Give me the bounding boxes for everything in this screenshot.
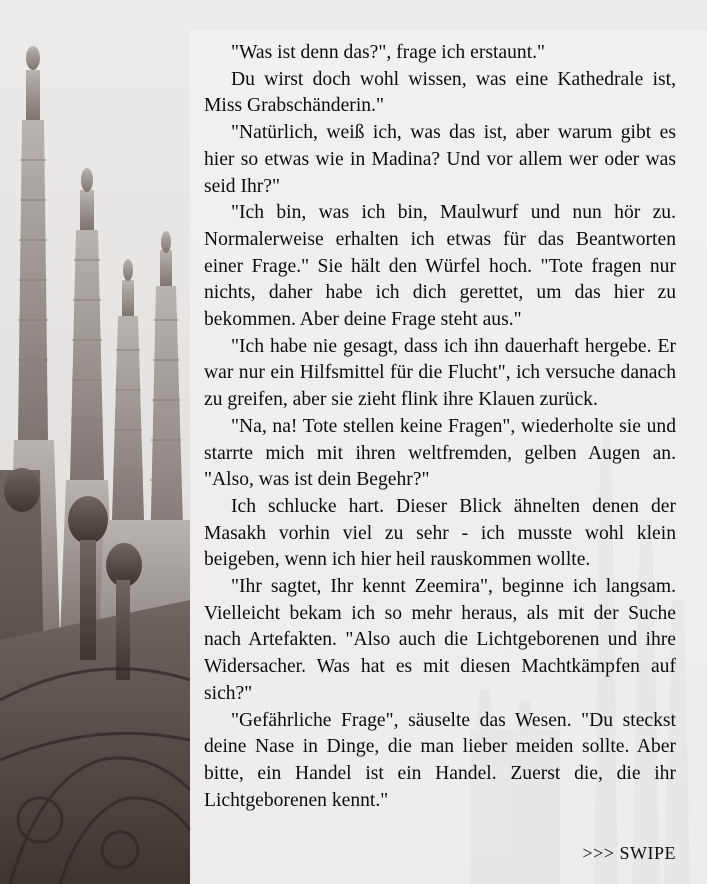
paragraph-6: "Na, na! Tote stellen keine Fragen", wiederholte sie und starrte mich mit ihren weltfremden, gelben Augen an. "Also, was ist dein Begehr?" — [204, 415, 676, 491]
paragraph-7: Ich schlucke hart. Dieser Blick ähnelten denen der Masakh vorhin viel zu sehr - ich musste wohl klein beigeben, wenn ich hier heil rauskommen wollte. — [204, 495, 676, 571]
story-text — [204, 40, 676, 814]
paragraph-3: "Natürlich, weiß ich, was das ist, aber warum gibt es hier so etwas wie in Madina? Und vor allem wer oder was seid Ihr?" — [204, 122, 676, 197]
paragraph-5: "Ich habe nie gesagt, dass ich ihn dauerhaft hergebe. Er war nur ein Hilfsmittel für die Flucht", ich versuche danach zu greifen, aber sie zieht flink ihre Klauen zurück. — [204, 335, 676, 411]
paragraph-2: Du wirst doch wohl wissen, was eine Kathedrale ist, Miss Grabschänderin." — [204, 68, 676, 117]
paragraph-9: "Gefährliche Frage", säuselte das Wesen. "Du steckst deine Nase in Dinge, die man lieber meiden sollte. Aber bitte, ein Handel ist ein Handel. Zuerst die, die ihr Lichtgeborenen kennt." — [204, 709, 676, 811]
paragraph-8: "Ihr sagtet, Ihr kennt Zeemira", beginne ich langsam. Vielleicht bekam ich so mehr heraus, als mit der Suche nach Artefakten. "Also auch die Lichtgeborenen und ihre Widersacher. Was hat es mit diesen Machtkämpfen auf sich?" — [204, 576, 676, 704]
swipe-label: >>> SWIPE — [582, 843, 676, 863]
paragraph-1: "Was ist denn das?", frage ich erstaunt." — [231, 42, 546, 63]
paragraph-4: "Ich bin, was ich bin, Maulwurf und nun hör zu. Normalerweise erhalten ich etwas für das Beantworten einer Frage." Sie hält den Würfel hoch. "Tote fragen nur nichts, daher habe ich dich gerettet, um das hier zu bekommen. Aber deine Frage steht aus." — [204, 202, 676, 331]
